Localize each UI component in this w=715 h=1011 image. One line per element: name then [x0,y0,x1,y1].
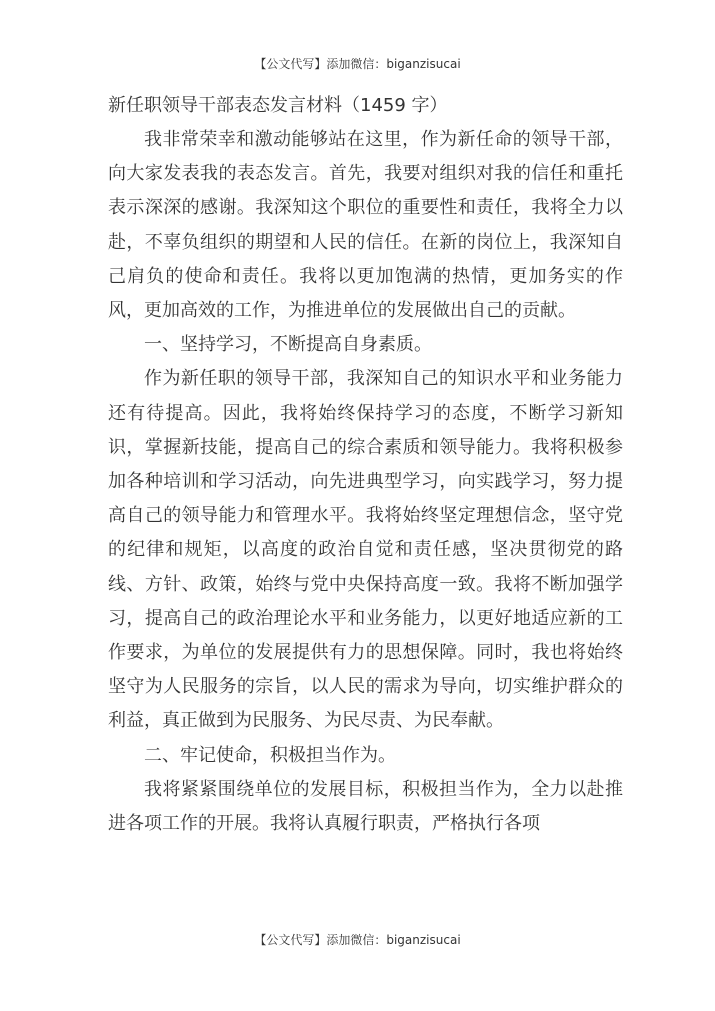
footer-wechat-label: 添加微信： [326,933,387,947]
footer-brand: 【公文代写】 [254,933,327,947]
paragraph-section-2: 我将紧紧围绕单位的发展目标，积极担当作为，全力以赴推进各项工作的开展。我将认真履行职责，严格执行各项 [108,778,623,835]
page-footer [0,931,715,948]
header-brand: 【公文代写】 [254,57,327,71]
footer-wechat-id: biganzisucai [386,933,461,947]
paragraph-intro: 我非常荣幸和激动能够站在这里，作为新任命的领导干部，向大家发表我的表态发言。首先，我要对组织对我的信任和重托表示深深的感谢。我深知这个职位的重要性和责任，我将全力以赴，不辜负组织的期望和人民的信任。在新的岗位上，我深知自己肩负的使命和责任。我将以更加饱满的热情，更加务实的作风，更加高效的工作，为推进单位的发展做出自己的贡献。 [108,129,623,322]
paragraph-section-1: 作为新任职的领导干部，我深知自己的知识水平和业务能力还有待提高。因此，我将始终保持学习的态度，不断学习新知识，掌握新技能，提高自己的综合素质和领导能力。我将积极参加各种培训和学习活动，向先进典型学习，向实践学习，努力提高自己的领导能力和管理水平。我将始终坚定理想信念，坚守党的纪律和规矩，以高度的政治自觉和责任感，坚决贯彻党的路线、方针、政策，始终与党中央保持高度一致。我将不断加强学习，提高自己的政治理论水平和业务能力，以更好地适应新的工作要求，为单位的发展提供有力的思想保障。同时，我也将始终坚守为人民服务的宗旨，以人民的需求为导向，切实维护群众的利益，真正做到为民服务、为民尽责、为民奉献。 [108,368,623,732]
document-body [108,89,623,841]
document-title: 新任职领导干部表态发言材料（1459 字） [108,95,448,116]
section-heading-2: 二、牢记使命，积极担当作为。 [144,744,396,766]
header-wechat-id: biganzisucai [386,57,461,71]
header-wechat-label: 添加微信： [326,57,387,71]
section-heading-1: 一、坚持学习，不断提高自身素质。 [144,334,432,356]
page-header [0,55,715,72]
